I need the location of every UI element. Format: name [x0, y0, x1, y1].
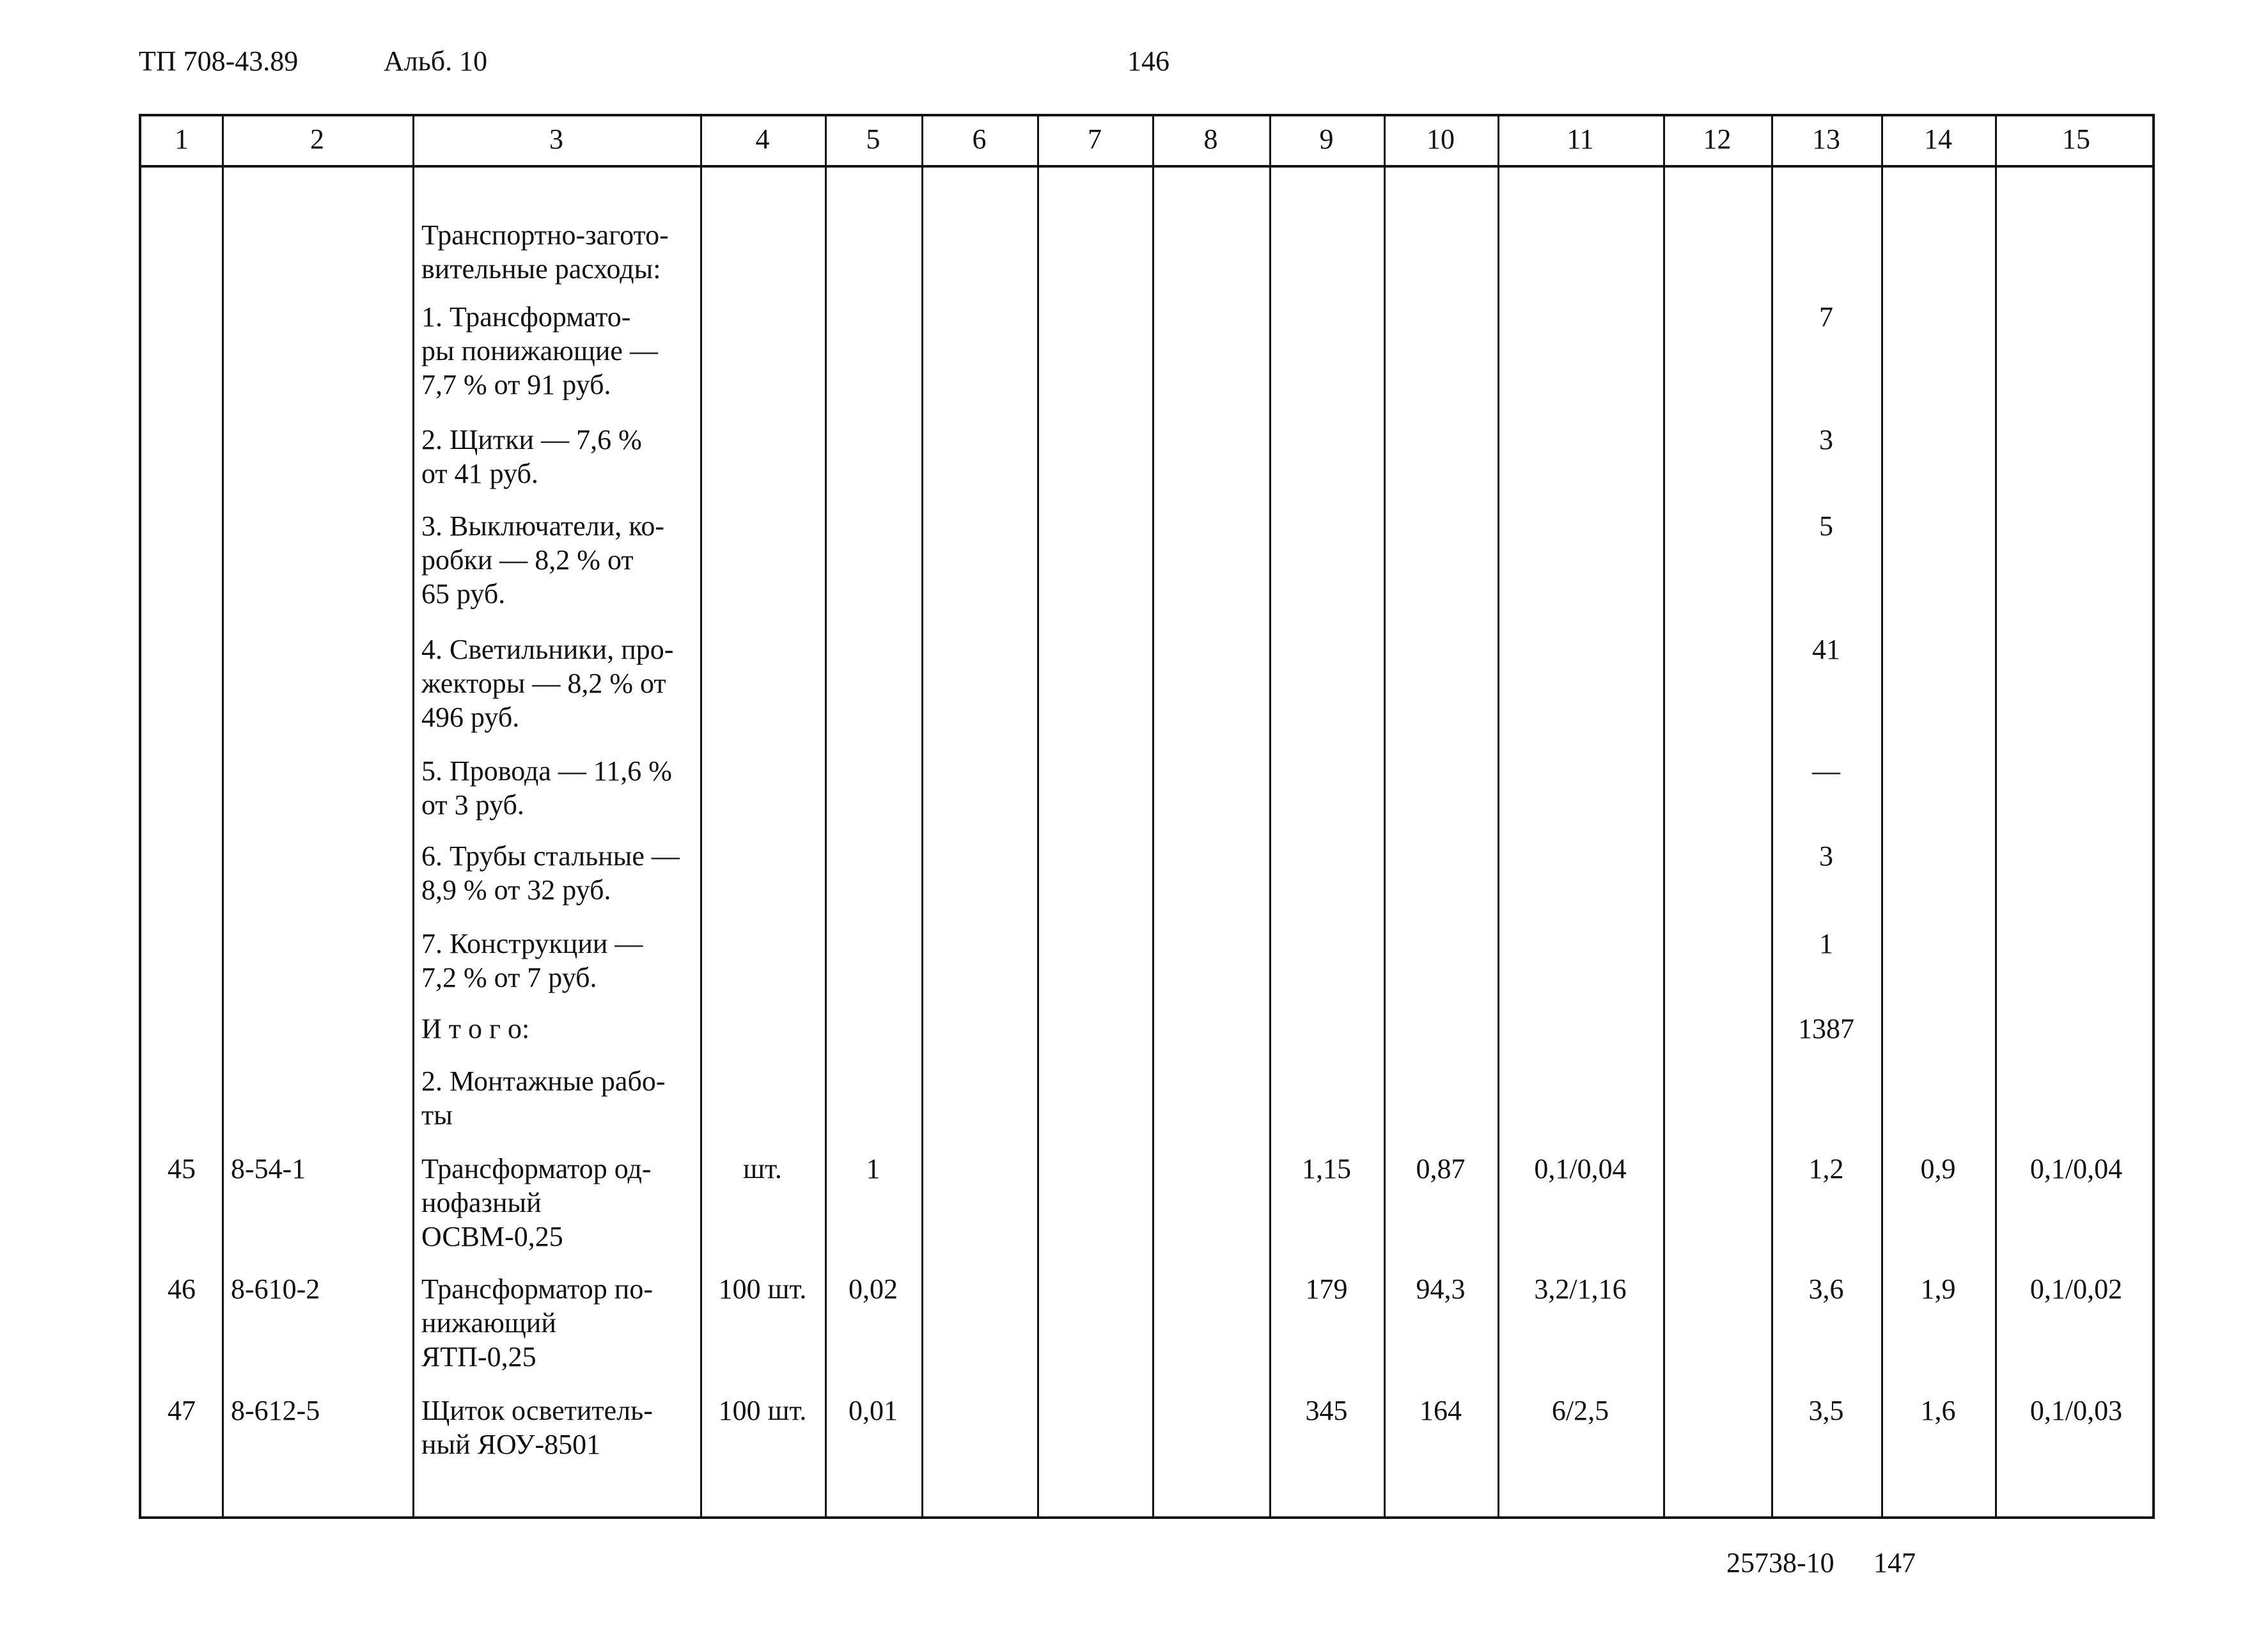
table-cell-col11: 3,2/1,16: [1534, 1273, 1627, 1305]
table-cell-col4: 100 шт.: [718, 1273, 807, 1305]
table-cell-col3: [421, 927, 700, 994]
column-divider: [825, 116, 827, 1516]
column-divider: [222, 116, 224, 1516]
table-cell-col15: 0,1/0,04: [2029, 1153, 2123, 1184]
footer-doc-number: 25738-10: [1726, 1547, 1834, 1578]
table-cell-col14: 1,9: [1920, 1273, 1956, 1305]
column-divider: [1037, 116, 1039, 1516]
table-cell-col4: 100 шт.: [718, 1395, 807, 1426]
cell-line: ты: [421, 1099, 453, 1131]
table-cell-col3: [421, 218, 700, 286]
table-cell-col3: [421, 423, 700, 491]
table-cell-col3: [421, 300, 700, 402]
column-header-2: 2: [310, 123, 324, 155]
table-cell-col13: 3,5: [1808, 1395, 1844, 1426]
cell-line: 2. Монтажные рабо-: [421, 1065, 666, 1097]
table-cell-col13: 3: [1819, 424, 1833, 455]
cell-line: И т о г о:: [421, 1013, 530, 1044]
cell-line: 4. Светильники, про-: [421, 634, 674, 665]
table-cell-col13: 5: [1819, 510, 1833, 542]
table-cell-col9: 1,15: [1302, 1153, 1351, 1184]
cell-line: 6. Трубы стальные —: [421, 840, 680, 872]
table-cell-col3: [421, 1272, 700, 1374]
table-cell-col13: 3,6: [1808, 1273, 1844, 1305]
table-cell-col2: 8-610-2: [231, 1273, 320, 1305]
table-cell-col13: —: [1812, 755, 1840, 787]
cell-line: 2. Щитки — 7,6 %: [421, 424, 642, 455]
cell-line: ОСВМ-0,25: [421, 1221, 563, 1252]
cell-line: нижающий: [421, 1307, 556, 1339]
cell-line: вительные расходы:: [421, 253, 661, 285]
table-cell-col3: [421, 1394, 700, 1461]
column-divider: [700, 116, 702, 1516]
table-cell-col15: 0,1/0,03: [2029, 1395, 2123, 1426]
table-cell-col3: [421, 1064, 700, 1132]
column-divider: [1498, 116, 1499, 1516]
table-cell-col13: 7: [1819, 301, 1833, 333]
cell-line: 7,7 % от 91 руб.: [421, 369, 611, 400]
table-cell-col10: 164: [1419, 1395, 1462, 1426]
table-cell-col11: 0,1/0,04: [1534, 1153, 1627, 1184]
column-header-11: 11: [1567, 123, 1594, 155]
table-cell-col13: 1: [1819, 928, 1833, 959]
cell-line: робки — 8,2 % от: [421, 544, 634, 576]
table-cell-col5: 0,02: [849, 1273, 898, 1305]
footer-page-number: 147: [1873, 1547, 1916, 1578]
column-header-7: 7: [1088, 123, 1102, 155]
cell-line: от 3 руб.: [421, 789, 524, 821]
cell-line: 496 руб.: [421, 702, 520, 733]
cell-line: Щиток осветитель-: [421, 1395, 653, 1426]
cell-line: 3. Выключатели, ко-: [421, 510, 665, 542]
table-cell-col5: 1: [866, 1153, 880, 1184]
column-header-15: 15: [2062, 123, 2090, 155]
table-cell-col3: [421, 1012, 700, 1046]
table-cell-col14: 0,9: [1920, 1153, 1956, 1184]
cell-line: 7. Конструкции —: [421, 928, 643, 959]
table-cell-col10: 0,87: [1416, 1153, 1466, 1184]
column-divider: [412, 116, 414, 1516]
column-header-5: 5: [866, 123, 880, 155]
table-cell-col3: [421, 1152, 700, 1254]
column-header-4: 4: [755, 123, 770, 155]
cell-line: Транспортно-загото-: [421, 219, 669, 251]
album-number: Альб. 10: [384, 45, 488, 77]
doc-code: ТП 708-43.89: [139, 45, 299, 77]
table-cell-col3: [421, 509, 700, 611]
page-number: 146: [1127, 45, 1169, 77]
column-header-3: 3: [549, 123, 563, 155]
cell-line: 8,9 % от 32 руб.: [421, 874, 611, 906]
cell-line: ный ЯОУ-8501: [421, 1429, 601, 1460]
column-divider: [1152, 116, 1154, 1516]
table-cell-col1: 46: [168, 1273, 196, 1305]
table-cell-col1: 47: [168, 1395, 196, 1426]
table-cell-col11: 6/2,5: [1551, 1395, 1609, 1426]
table-cell-col13: 41: [1812, 634, 1840, 665]
column-divider: [1995, 116, 1997, 1516]
table-cell-col5: 0,01: [849, 1395, 898, 1426]
cell-line: ры понижающие —: [421, 335, 658, 366]
column-divider: [1384, 116, 1386, 1516]
cell-line: 1. Трансформато-: [421, 301, 631, 333]
cell-line: нофазный: [421, 1187, 542, 1218]
table-cell-col13: 3: [1819, 840, 1833, 872]
table-cell-col9: 345: [1305, 1395, 1348, 1426]
column-header-14: 14: [1924, 123, 1952, 155]
header-divider: [141, 165, 2152, 168]
column-divider: [1269, 116, 1271, 1516]
cell-line: 65 руб.: [421, 578, 506, 609]
cell-line: ЯТП-0,25: [421, 1341, 536, 1372]
column-divider: [921, 116, 923, 1516]
table-cell-col2: 8-54-1: [231, 1153, 306, 1184]
table-cell-col1: 45: [168, 1153, 196, 1184]
column-divider: [1663, 116, 1665, 1516]
column-divider: [1881, 116, 1883, 1516]
cell-line: жекторы — 8,2 % от: [421, 668, 666, 699]
table-cell-col14: 1,6: [1920, 1395, 1956, 1426]
table-cell-col3: [421, 754, 700, 822]
column-header-13: 13: [1812, 123, 1840, 155]
column-header-6: 6: [972, 123, 987, 155]
column-header-10: 10: [1427, 123, 1455, 155]
table-cell-col2: 8-612-5: [231, 1395, 320, 1426]
table-cell-col15: 0,1/0,02: [2029, 1273, 2123, 1305]
cell-line: 5. Провода — 11,6 %: [421, 755, 672, 787]
table-cell-col9: 179: [1305, 1273, 1348, 1305]
cell-line: Трансформатор по-: [421, 1273, 653, 1305]
cell-line: Трансформатор од-: [421, 1153, 652, 1184]
cell-line: 7,2 % от 7 руб.: [421, 962, 597, 993]
table-cell-col3: [421, 633, 700, 734]
table-cell-col4: шт.: [743, 1153, 782, 1184]
estimate-table: [139, 114, 2155, 1519]
table-cell-col10: 94,3: [1416, 1273, 1466, 1305]
column-header-9: 9: [1319, 123, 1334, 155]
table-cell-col13: 1,2: [1808, 1153, 1844, 1184]
cell-line: от 41 руб.: [421, 458, 538, 489]
column-header-1: 1: [175, 123, 189, 155]
table-cell-col3: [421, 839, 700, 907]
table-cell-col13: 1387: [1798, 1013, 1854, 1044]
column-header-12: 12: [1703, 123, 1732, 155]
column-header-8: 8: [1203, 123, 1218, 155]
